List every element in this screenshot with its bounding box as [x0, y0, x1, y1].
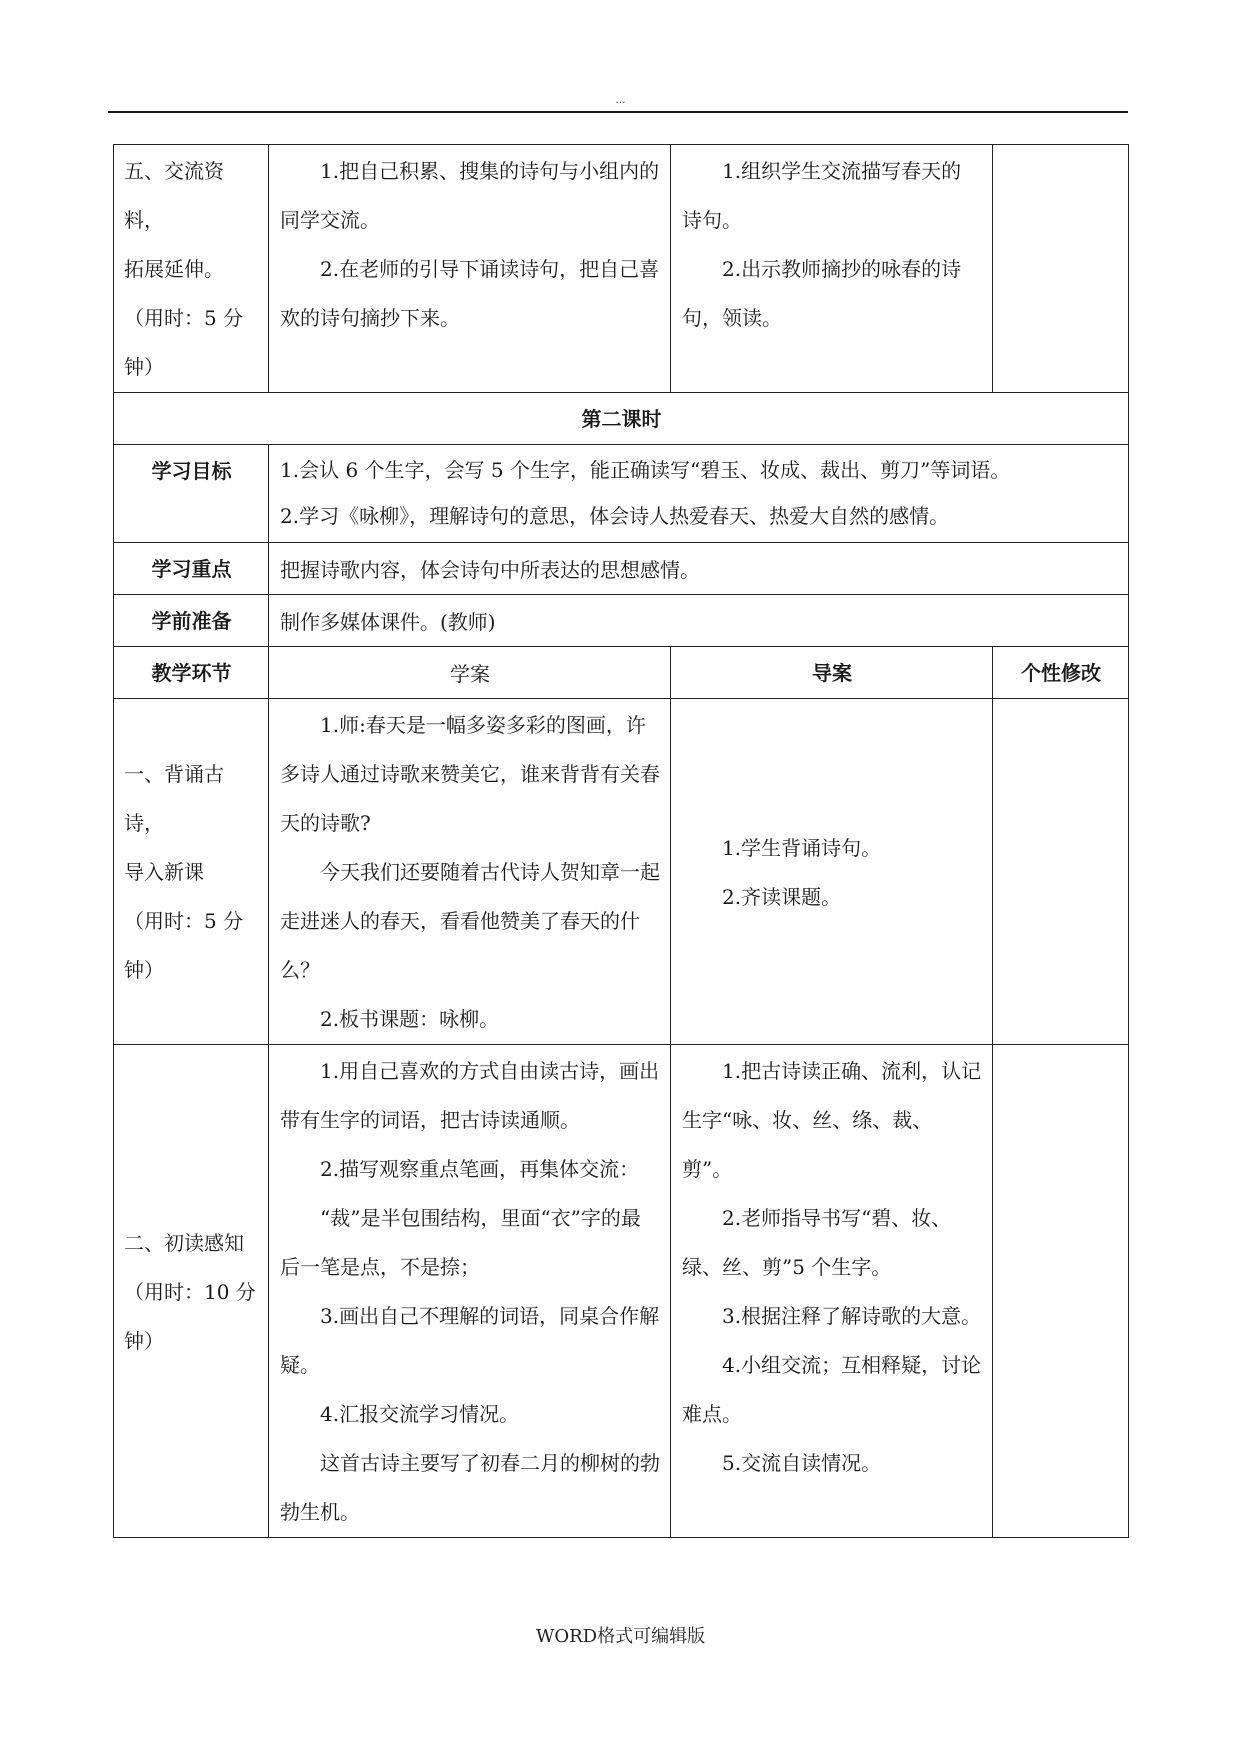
header-rule — [108, 111, 1128, 113]
lesson-plan-table — [113, 144, 1129, 1538]
stage-line: 一、背诵古诗， — [124, 762, 224, 835]
stage-line: 钟） — [124, 958, 164, 982]
stage-line: 导入新课 — [124, 860, 204, 884]
column-header-guide-plan: 导案 — [671, 647, 993, 699]
stage-cell — [114, 145, 269, 393]
focus-row — [114, 543, 1129, 595]
page-footer: WORD格式可编辑版 — [535, 1626, 706, 1647]
objective-item: 2.学习《咏柳》，理解诗句的意思，体会诗人热爱春天、热爱大自然的感情。 — [280, 504, 950, 528]
personal-cell — [993, 699, 1129, 1045]
stage-line: （用时：5 分 — [124, 306, 244, 330]
preparation-label: 学前准备 — [114, 595, 269, 647]
study-plan-cell — [269, 145, 671, 393]
column-header-study-plan: 学案 — [269, 647, 671, 699]
study-plan-paragraph: 1.把自己积累、搜集的诗句与小组内的同学交流。 — [280, 159, 660, 232]
focus-text: 把握诗歌内容，体会诗句中所表达的思想感情。 — [269, 543, 1129, 595]
guide-plan-paragraph: 4.小组交流；互相释疑，讨论难点。 — [682, 1353, 982, 1426]
stage-cell — [114, 699, 269, 1045]
guide-plan-cell — [671, 145, 993, 393]
column-header-stage: 教学环节 — [114, 647, 269, 699]
study-plan-paragraph: 4.汇报交流学习情况。 — [320, 1402, 520, 1426]
column-header-row — [114, 647, 1129, 699]
section-title-row — [114, 393, 1129, 445]
guide-plan-cell — [671, 699, 993, 1045]
table-row-stage-2 — [114, 1045, 1129, 1538]
study-plan-cell — [269, 1045, 671, 1538]
column-header-personal: 个性修改 — [993, 647, 1129, 699]
study-plan-paragraph: 1.师:春天是一幅多姿多彩的图画，许多诗人通过诗歌来赞美它，谁来背背有关春天的诗歌? — [280, 713, 660, 835]
table-row-stage-1 — [114, 699, 1129, 1045]
guide-plan-paragraph: 2.齐读课题。 — [722, 884, 842, 909]
stage-line: 五、交流资料， — [124, 159, 224, 232]
study-plan-paragraph: “裁”是半包围结构，里面“衣”字的最后一笔是点，不是捺； — [280, 1206, 641, 1279]
guide-plan-paragraph: 1.把古诗读正确、流利，认记生字“咏、妆、丝、绦、裁、剪”。 — [682, 1059, 982, 1181]
objectives-cell — [269, 445, 1129, 543]
study-plan-cell — [269, 699, 671, 1045]
study-plan-paragraph: 1.用自己喜欢的方式自由读古诗，画出带有生字的词语，把古诗读通顺。 — [280, 1059, 660, 1132]
study-plan-paragraph: 今天我们还要随着古代诗人贺知章一起走进迷人的春天，看看他赞美了春天的什么？ — [280, 860, 660, 982]
guide-plan-paragraph: 3.根据注释了解诗歌的大意。 — [722, 1304, 982, 1328]
page-header-marker: ... — [615, 92, 626, 106]
guide-plan-paragraph: 2.老师指导书写“碧、妆、绿、丝、剪”5 个生字。 — [682, 1206, 952, 1279]
section-title: 第二课时 — [114, 393, 1129, 445]
stage-line: 钟） — [124, 355, 164, 379]
study-plan-paragraph: 3.画出自己不理解的词语，同桌合作解疑。 — [280, 1304, 660, 1377]
objectives-label: 学习目标 — [114, 445, 269, 543]
stage-line: （用时：10 分 — [124, 1279, 256, 1304]
table-row-stage-5 — [114, 145, 1129, 393]
personal-cell — [993, 1045, 1129, 1538]
guide-plan-paragraph: 5.交流自读情况。 — [722, 1451, 882, 1475]
study-plan-paragraph: 2.在老师的引导下诵读诗句，把自己喜欢的诗句摘抄下来。 — [280, 257, 660, 330]
objectives-row — [114, 445, 1129, 543]
objective-item: 1.会认 6 个生字，会写 5 个生字，能正确读写“碧玉、妆成、裁出、剪刀”等词语。 — [280, 458, 1011, 482]
stage-line: 拓展延伸。 — [124, 257, 224, 281]
focus-label: 学习重点 — [114, 543, 269, 595]
guide-plan-paragraph: 2.出示教师摘抄的咏春的诗句，领读。 — [682, 257, 962, 330]
preparation-row — [114, 595, 1129, 647]
study-plan-paragraph: 这首古诗主要写了初春二月的柳树的勃勃生机。 — [280, 1451, 660, 1524]
guide-plan-cell — [671, 1045, 993, 1538]
stage-line: 二、初读感知 — [124, 1230, 244, 1255]
stage-cell — [114, 1045, 269, 1538]
study-plan-paragraph: 2.板书课题：咏柳。 — [320, 1007, 500, 1031]
guide-plan-paragraph: 1.组织学生交流描写春天的诗句。 — [682, 159, 962, 232]
stage-line: 钟） — [124, 1328, 164, 1353]
personal-cell — [993, 145, 1129, 393]
stage-line: （用时：5 分 — [124, 909, 244, 933]
study-plan-paragraph: 2.描写观察重点笔画，再集体交流： — [320, 1157, 640, 1181]
preparation-text: 制作多媒体课件。(教师) — [269, 595, 1129, 647]
guide-plan-paragraph: 1.学生背诵诗句。 — [722, 835, 882, 860]
